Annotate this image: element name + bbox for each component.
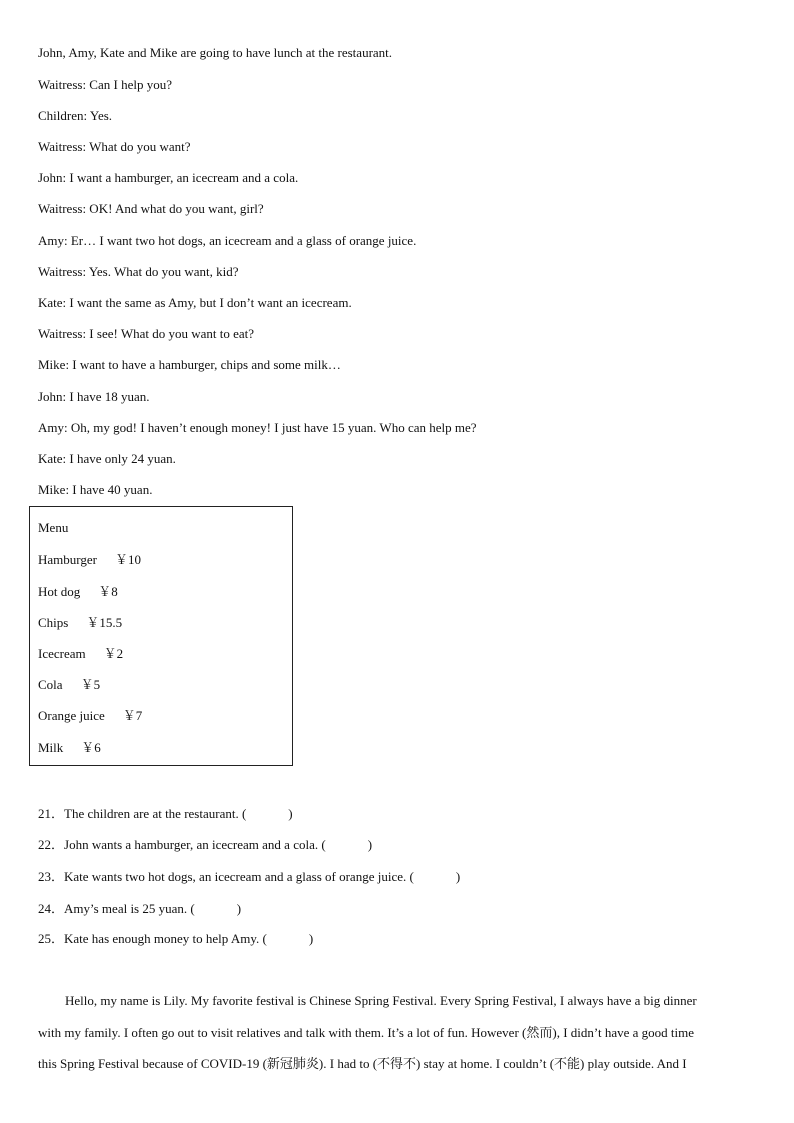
question-item [38, 901, 241, 917]
question-close: ) [288, 806, 293, 821]
question-item [38, 869, 460, 885]
dialogue-line: Waitress: OK! And what do you want, girl? [38, 201, 264, 216]
menu-item [38, 552, 141, 568]
question-text: Kate has enough money to help Amy. ( [64, 931, 267, 946]
dialogue-line: Children: Yes. [38, 108, 113, 123]
dialogue-line: Amy: Er… I want two hot dogs, an icecream and a glass of orange juice. [38, 233, 417, 248]
question-item [38, 806, 293, 822]
menu-item-name: Milk [38, 740, 64, 755]
dialogue-line: Mike: I have 40 yuan. [38, 482, 153, 497]
dialogue-line: Waitress: Yes. What do you want, kid? [38, 264, 239, 279]
dialogue-line: Kate: I want the same as Amy, but I don’t want an icecream. [38, 295, 352, 310]
question-close: ) [367, 837, 373, 852]
menu-item-name: Hot dog [38, 584, 81, 599]
passage-line: this Spring Festival because of COVID-19 (新冠肺炎). I had to (不得不) stay at home. I couldn’t (不能) play outside. And I [38, 1056, 687, 1071]
dialogue-line: Waitress: Can I help you? [38, 77, 172, 92]
menu-item-price: ￥6 [81, 740, 101, 755]
menu-item-price: ￥7 [122, 708, 143, 723]
passage-line: with my family. I often go out to visit relatives and talk with them. It’s a lot of fun. However (然而), I didn’t have a good time [38, 1025, 695, 1040]
dialogue-line: Waitress: What do you want? [38, 139, 191, 154]
dialogue-line: John: I want a hamburger, an icecream and a cola. [38, 170, 299, 185]
question-close: ) [455, 869, 461, 884]
question-number: 21． [38, 806, 65, 821]
dialogue-line: John: I have 18 yuan. [38, 389, 150, 404]
menu-item [38, 584, 118, 600]
question-item [38, 931, 313, 947]
menu-item-price: ￥2 [103, 646, 124, 661]
menu-item-name: Chips [38, 615, 69, 630]
question-item [38, 837, 372, 853]
menu-item [38, 615, 122, 631]
menu-item [38, 677, 100, 693]
dialogue-line: Mike: I want to have a hamburger, chips and some milk… [38, 357, 341, 372]
question-text: John wants a hamburger, an icecream and a cola. ( [64, 837, 326, 852]
question-text: Amy’s meal is 25 yuan. ( [64, 901, 195, 916]
dialogue-line: Amy: Oh, my god! I haven’t enough money! I just have 15 yuan. Who can help me? [38, 420, 477, 435]
menu-title: Menu [38, 520, 69, 535]
menu-item-name: Hamburger [38, 552, 97, 567]
passage-line: Hello, my name is Lily. My favorite festival is Chinese Spring Festival. Every Spring Festival, I always have a big dinner [65, 993, 697, 1008]
dialogue-line: John, Amy, Kate and Mike are going to have lunch at the restaurant. [38, 45, 393, 60]
dialogue-line: Waitress: I see! What do you want to eat? [38, 326, 255, 341]
menu-item-price: ￥15.5 [86, 615, 123, 630]
menu-box [29, 506, 293, 766]
question-number: 25． [38, 931, 65, 946]
menu-item [38, 708, 142, 724]
menu-item-name: Orange juice [38, 708, 105, 723]
question-number: 22． [38, 837, 65, 852]
menu-item-price: ￥8 [98, 584, 118, 599]
question-close: ) [308, 931, 314, 946]
dialogue-line: Kate: I have only 24 yuan. [38, 451, 176, 466]
question-text: The children are at the restaurant. ( [64, 806, 247, 821]
question-number: 24． [38, 901, 65, 916]
menu-item-name: Cola [38, 677, 63, 692]
menu-item [38, 740, 101, 756]
question-number: 23． [38, 869, 65, 884]
menu-item-price: ￥10 [114, 552, 141, 567]
menu-item-name: Icecream [38, 646, 86, 661]
question-close: ) [236, 901, 242, 916]
question-text: Kate wants two hot dogs, an icecream and a glass of orange juice. ( [64, 869, 414, 884]
menu-item [38, 646, 123, 662]
menu-item-price: ￥5 [80, 677, 101, 692]
